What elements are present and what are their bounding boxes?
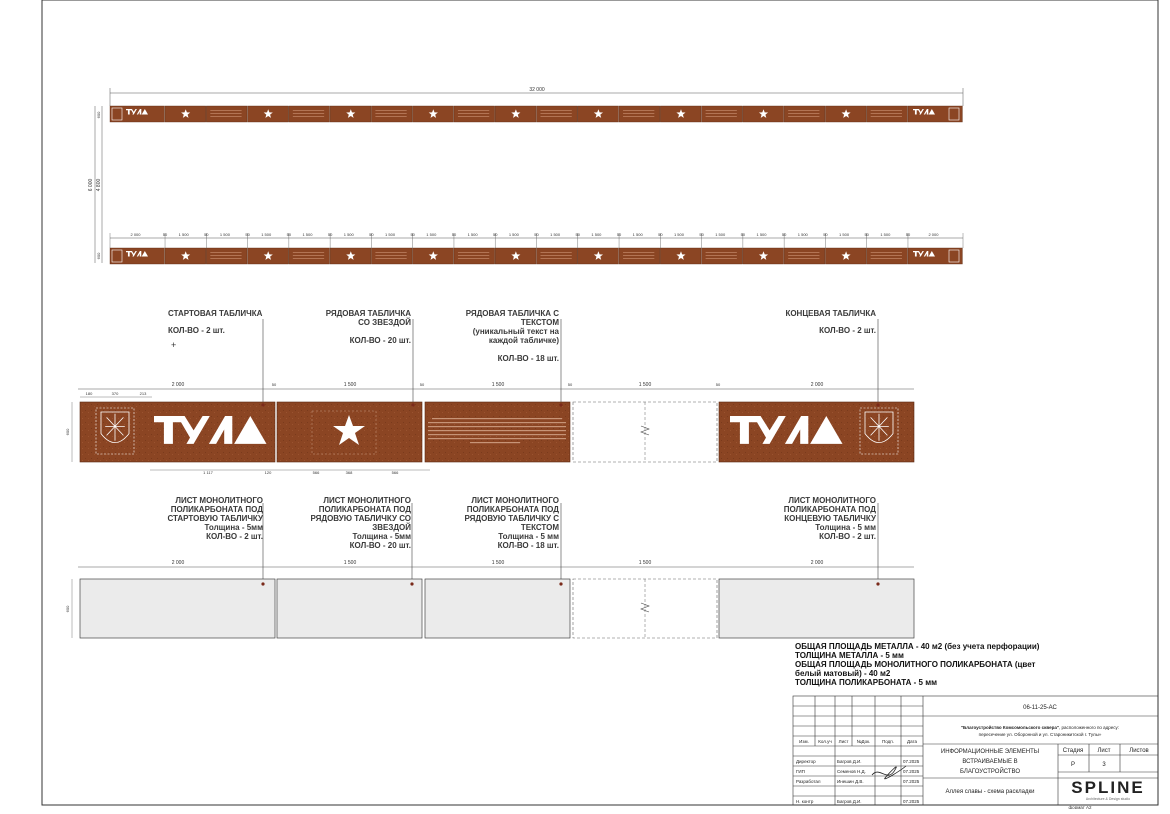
plan-plaque (289, 248, 330, 264)
segment-dim: 1 500 (591, 232, 602, 237)
tb-header-col: Лист (838, 739, 849, 744)
gap-dim-4: 50 (715, 382, 721, 387)
plan-plaque (784, 106, 825, 122)
plan-plaque (537, 106, 578, 122)
poly-label-end: Толщина - 5 мм (815, 523, 876, 532)
text-plaque-title-1: РЯДОВАЯ ТАБЛИЧКА С (465, 309, 559, 318)
poly-row-width-1: 1 500 (343, 560, 357, 566)
overall-length-dim: 32 000 (529, 87, 545, 93)
segment-dim: 1 500 (673, 232, 684, 237)
star-plaque-qty: КОЛ-ВО - 20 шт. (349, 336, 411, 345)
gap-dim: 50 (616, 232, 622, 237)
title-block-text (796, 705, 1149, 809)
tb-date: 07.2025 (903, 769, 920, 774)
gap-dim: 50 (905, 232, 911, 237)
detail-end-width: 2 000 (810, 382, 824, 388)
tb-header-col: Изм. (799, 739, 809, 744)
stage-value: Р (1070, 762, 1076, 768)
text-plaque-title-2: ТЕКСТОМ (520, 318, 559, 327)
poly-label-star: КОЛ-ВО - 20 шт. (349, 541, 411, 550)
general-notes (795, 642, 1040, 687)
segment-dim: 1 500 (756, 232, 767, 237)
note-poly-area-2: белый матовый) - 40 м2 (795, 669, 891, 678)
sheet-title-1: ИНФОРМАЦИОННЫЕ ЭЛЕМЕНТЫ (940, 749, 1040, 755)
drawing-code: 06-11-25-АС (1023, 705, 1057, 711)
poly-start-width: 2 000 (171, 560, 185, 566)
poly-label-start: ЛИСТ МОНОЛИТНОГО (175, 496, 263, 505)
poly-height-dim: 600 (65, 605, 70, 613)
tb-name: Семенов Н.Д. (837, 769, 866, 774)
tb-date: 07.2025 (903, 759, 920, 764)
dim-213: 213 (139, 391, 147, 396)
poly-label-star: РЯДОВУЮ ТАБЛИЧКУ СО (310, 514, 411, 523)
gap-dim: 50 (410, 232, 415, 237)
plan-plaque (454, 106, 495, 122)
poly-label-text: ТЕКСТОМ (520, 523, 559, 532)
poly-sheet-text (425, 579, 570, 638)
gap-dim: 50 (699, 232, 704, 237)
gap-dim: 50 (162, 232, 168, 237)
dim-370: 370 (111, 391, 119, 396)
segment-dim: 1 500 (550, 232, 561, 237)
segment-dim: 1 500 (467, 232, 478, 237)
gap-dim-2: 50 (419, 382, 425, 387)
strip-height-dim-top: 600 (96, 111, 101, 119)
poly-label-end: КОЛ-ВО - 2 шт. (819, 532, 876, 541)
tb-header-col: Дата (907, 739, 917, 744)
poly-label-text: ЛИСТ МОНОЛИТНОГО (471, 496, 559, 505)
poly-label-end: КОНЦЕВУЮ ТАБЛИЧКУ (784, 514, 876, 523)
plan-plaque (537, 248, 578, 264)
tb-date: 07.2025 (903, 799, 920, 804)
start-plaque-title: СТАРТОВАЯ ТАБЛИЧКА (168, 309, 263, 318)
segment-dim: 1 500 (343, 232, 354, 237)
strip-height-dim-bottom: 600 (96, 252, 101, 260)
segment-dim: 1 500 (508, 232, 519, 237)
bottom-segment-dims (110, 232, 963, 248)
poly-sheet-start (80, 579, 275, 638)
dim-566-b: 566 (391, 470, 399, 475)
detail-row-width-3: 1 500 (638, 382, 652, 388)
tb-name: Багров Д.И. (837, 799, 862, 804)
tb-role: Директор (796, 759, 816, 764)
spline-logo-sub: Architecture & Design studio (1085, 797, 1131, 801)
dim-368: 368 (345, 470, 353, 475)
gap-dim: 50 (451, 232, 457, 237)
sheet-title-3: БЛАГОУСТРОЙСТВО (959, 769, 1021, 775)
plan-plaque (289, 106, 330, 122)
plan-plaque (784, 248, 825, 264)
top-plaque-strip (110, 106, 962, 122)
poly-label-star: Толщина - 5мм (352, 532, 411, 541)
note-metal-thickness: ТОЛЩИНА МЕТАЛЛА - 5 мм (795, 651, 904, 660)
total-width-inner-dim: 4 800 (96, 178, 102, 192)
plan-plaque (702, 248, 743, 264)
text-plaque-qty: КОЛ-ВО - 18 шт. (497, 354, 559, 363)
note-metal-area: ОБЩАЯ ПЛОЩАДЬ МЕТАЛЛА - 40 м2 (без учета перфорации) (795, 642, 1040, 651)
tb-role: Разработал (796, 779, 821, 784)
sheet-value: 3 (1102, 762, 1106, 768)
segment-dim: 1 500 (219, 232, 230, 237)
segment-dim: 2 000 (928, 232, 939, 237)
paper-format: формат А2 (1068, 805, 1092, 809)
bottom-plaque-strip (110, 248, 962, 264)
poly-label-star: ЗВЕЗДОЙ (372, 523, 411, 532)
detail-view (65, 382, 914, 475)
end-plaque-qty: КОЛ-ВО - 2 шт. (819, 326, 876, 335)
poly-end-width: 2 000 (810, 560, 824, 566)
poly-label-end: ЛИСТ МОНОЛИТНОГО (788, 496, 876, 505)
sheet-title-2: ВСТРАИВАЕМЫЕ В (962, 759, 1018, 765)
tb-header-col: №Док. (856, 739, 871, 744)
poly-label-text: КОЛ-ВО - 18 шт. (497, 541, 559, 550)
poly-label-star: ПОЛИКАРБОНАТА ПОД (318, 505, 411, 514)
tb-role: Н. контр (796, 799, 814, 804)
gap-dim: 50 (740, 232, 746, 237)
poly-label-start: ПОЛИКАРБОНАТА ПОД (170, 505, 263, 514)
poly-label-end: ПОЛИКАРБОНАТА ПОД (783, 505, 876, 514)
note-poly-thickness: ТОЛЩИНА ПОЛИКАРБОНАТА - 5 мм (795, 678, 938, 687)
detail-start-width: 2 000 (171, 382, 185, 388)
tb-name: Багров Д.И. (837, 759, 862, 764)
poly-label-start: СТАРТОВУЮ ТАБЛИЧКУ (167, 514, 263, 523)
star-plaque-title-1: РЯДОВАЯ ТАБЛИЧКА (325, 309, 411, 318)
project-line-1: "Благоустройство Комсомольского сквера", расположенного по адресу: (960, 725, 1120, 730)
sheet-label: Лист (1097, 748, 1111, 754)
star-plaque-title-2: СО ЗВЕЗДОЙ (358, 318, 411, 327)
detail-height-dim: 600 (65, 428, 70, 436)
dim-180: 180 (85, 391, 93, 396)
end-plaque-title: КОНЦЕВАЯ ТАБЛИЧКА (785, 309, 876, 318)
plan-plaque (867, 106, 908, 122)
poly-label-text: РЯДОВУЮ ТАБЛИЧКУ С (464, 514, 559, 523)
segment-dim: 1 500 (302, 232, 313, 237)
poly-row-width-2: 1 500 (491, 560, 505, 566)
segment-dim: 1 500 (426, 232, 437, 237)
stage-label: Стадия (1062, 748, 1084, 754)
gap-dim: 50 (864, 232, 869, 237)
gap-dim: 50 (823, 232, 828, 237)
sheet-subtitle: Аллея славы - схема раскладки (945, 789, 1035, 795)
segment-dim: 1 500 (178, 232, 189, 237)
plan-plaque (454, 248, 495, 264)
segment-dim: 1 500 (839, 232, 850, 237)
gap-dim: 50 (658, 232, 663, 237)
dim-566-a: 566 (312, 470, 320, 475)
gap-dim: 50 (245, 232, 250, 237)
plan-view (88, 87, 963, 264)
poly-label-text: Толщина - 5 мм (498, 532, 559, 541)
tb-header-col: Подп. (882, 739, 894, 744)
segment-dim: 1 500 (880, 232, 891, 237)
dim-120: 120 (264, 470, 272, 475)
tb-name: Инешин Д.В. (837, 779, 864, 784)
gap-dim: 50 (492, 232, 498, 237)
detail-row-width-2: 1 500 (491, 382, 505, 388)
poly-label-star: ЛИСТ МОНОЛИТНОГО (323, 496, 411, 505)
spline-logo: SPLINE (1071, 778, 1145, 797)
polycarbonate-labels (167, 496, 877, 550)
poly-sheet-end (719, 579, 914, 638)
text-plaque (425, 402, 570, 462)
total-width-outer-dim: 6 000 (88, 178, 94, 192)
gap-dim: 50 (204, 232, 209, 237)
poly-label-start: Толщина - 5мм (204, 523, 263, 532)
gap-dim: 50 (327, 232, 333, 237)
sheets-label: Листов (1129, 748, 1149, 754)
tb-date: 07.2025 (903, 779, 920, 784)
text-plaque-note-2: каждой табличке) (488, 336, 559, 345)
detail-row-width-1: 1 500 (343, 382, 357, 388)
gap-dim: 50 (369, 232, 374, 237)
segment-dim: 1 500 (385, 232, 396, 237)
segment-dim: 2 000 (130, 232, 141, 237)
note-poly-area-1: ОБЩАЯ ПЛОЩАДЬ МОНОЛИТНОГО ПОЛИКАРБОНАТА (цвет (795, 660, 1036, 669)
segment-dim: 1 500 (632, 232, 643, 237)
poly-label-start: КОЛ-ВО - 2 шт. (206, 532, 263, 541)
segment-dim: 1 500 (797, 232, 808, 237)
plan-plaque (206, 248, 247, 264)
poly-sheet-star (277, 579, 422, 638)
plan-plaque (371, 248, 412, 264)
start-plaque-qty: КОЛ-ВО - 2 шт. (168, 326, 225, 335)
plaque-labels (168, 309, 878, 405)
plan-plaque (206, 106, 247, 122)
tb-header-col: Кол.уч (818, 739, 832, 744)
origin-cross-icon: + (171, 340, 177, 350)
poly-row-width-3: 1 500 (638, 560, 652, 566)
plan-plaque (371, 106, 412, 122)
gap-dim-1: 50 (271, 382, 277, 387)
project-line-2: пересечение ул. Оборонной и ул. Староникитской г. Тулы» (978, 732, 1102, 737)
gap-dim: 50 (781, 232, 787, 237)
gap-dim: 50 (575, 232, 581, 237)
gap-dim-3: 50 (567, 382, 573, 387)
tb-role: ГИП (796, 769, 805, 774)
poly-label-text: ПОЛИКАРБОНАТА ПОД (466, 505, 559, 514)
gap-dim: 50 (534, 232, 539, 237)
gap-dim: 50 (286, 232, 292, 237)
plan-plaque (867, 248, 908, 264)
segment-dim: 1 500 (261, 232, 272, 237)
plan-plaque (619, 106, 660, 122)
plan-plaque (702, 106, 743, 122)
dim-1117: 1 117 (203, 470, 213, 475)
segment-dim: 1 500 (715, 232, 726, 237)
text-plaque-note-1: (уникальный текст на (472, 327, 559, 336)
plan-plaque (619, 248, 660, 264)
